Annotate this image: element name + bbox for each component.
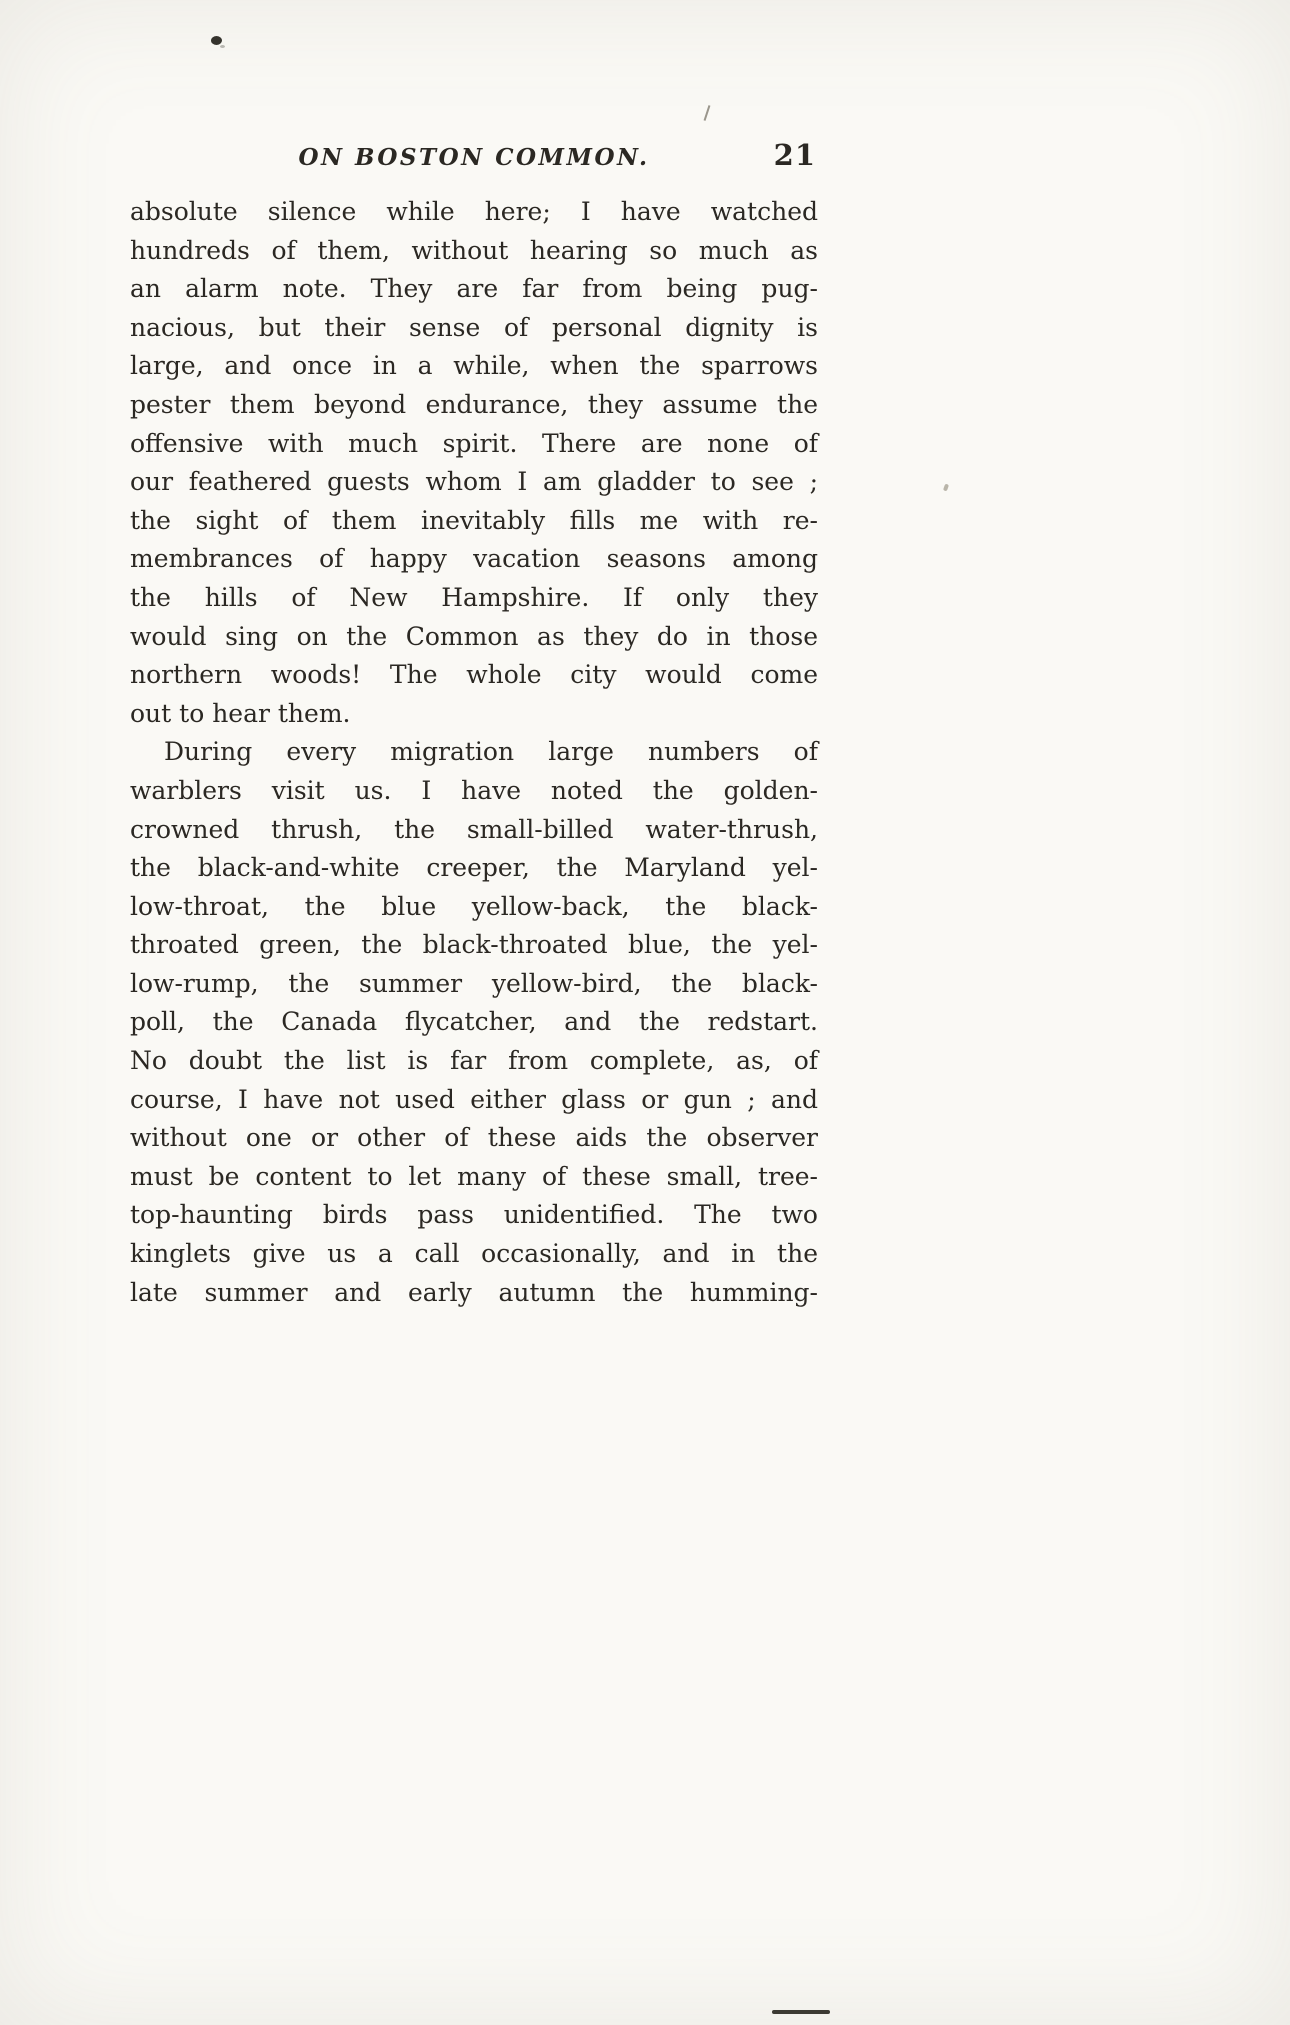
text-line: must be content to let many of these small, tree- xyxy=(130,1161,818,1191)
text-line: warblers visit us. I have noted the golden- xyxy=(130,775,818,805)
text-line: low-throat, the blue yellow-back, the black- xyxy=(130,891,818,921)
text-line: late summer and early autumn the humming- xyxy=(130,1277,818,1307)
scan-artifact-dash xyxy=(772,2010,830,2014)
text-line: top-haunting birds pass unidentified. The two xyxy=(130,1200,818,1230)
scan-artifact-speck xyxy=(943,484,949,492)
text-line: the sight of them inevitably fills me with re- xyxy=(130,505,818,535)
text-line: without one or other of these aids the observer xyxy=(130,1123,818,1153)
text-line: large, and once in a while, when the sparrows xyxy=(130,351,818,381)
text-line: course, I have not used either glass or gun ; and xyxy=(130,1084,818,1114)
scan-artifact-slash xyxy=(704,105,711,121)
text-line: During every migration large numbers of xyxy=(164,737,818,767)
text-line: an alarm note. They are far from being pug- xyxy=(130,274,818,304)
text-line: low-rump, the summer yellow-bird, the black- xyxy=(130,968,818,998)
text-line: poll, the Canada flycatcher, and the redstart. xyxy=(130,1007,818,1037)
running-title: ON BOSTON COMMON. xyxy=(298,144,650,171)
page-number: 21 xyxy=(773,138,816,172)
text-line: the hills of New Hampshire. If only they xyxy=(130,582,818,612)
text-line: No doubt the list is far from complete, as, of xyxy=(130,1046,818,1076)
text-line: hundreds of them, without hearing so much as xyxy=(130,235,818,265)
page-header xyxy=(130,138,818,182)
text-line: pester them beyond endurance, they assume the xyxy=(130,389,818,419)
text-line: absolute silence while here; I have watched xyxy=(130,197,818,226)
text-line: our feathered guests whom I am gladder to see ; xyxy=(130,467,818,497)
text-line: offensive with much spirit. There are none of xyxy=(130,428,818,458)
scan-artifact-dot xyxy=(211,36,222,45)
text-line: would sing on the Common as they do in those xyxy=(130,621,818,651)
text-line: kinglets give us a call occasionally, and in the xyxy=(130,1239,818,1269)
body-text xyxy=(130,193,818,1312)
text-line: the black-and-white creeper, the Maryland yel- xyxy=(130,853,818,883)
text-line: northern woods! The whole city would come xyxy=(130,660,818,690)
text-line: crowned thrush, the small-billed water-thrush, xyxy=(130,814,818,844)
text-line: throated green, the black-throated blue, the yel- xyxy=(130,930,818,960)
text-line: out to hear them. xyxy=(130,698,351,728)
text-line: nacious, but their sense of personal dignity is xyxy=(130,312,818,342)
text-line: membrances of happy vacation seasons among xyxy=(130,544,818,574)
